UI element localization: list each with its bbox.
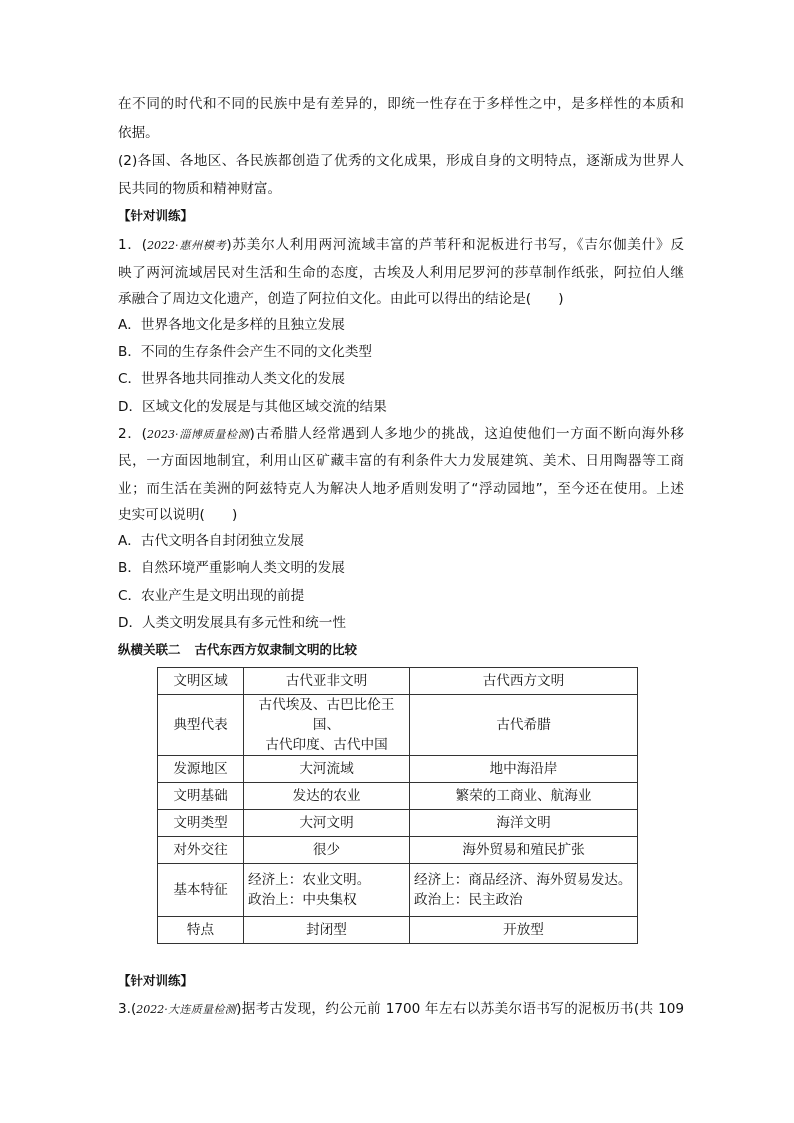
table-cell-line: 海洋文明	[496, 815, 551, 831]
table-cell-line: 政治上：中央集权	[248, 892, 357, 908]
table-cell-line: 繁荣的工商业、航海业	[455, 788, 592, 804]
q3-number: 3.(	[118, 1001, 137, 1017]
table-cell-line: 政治上：民主政治	[414, 892, 523, 908]
table-cell-asia	[244, 695, 410, 756]
table-row	[158, 783, 638, 810]
table-row-label: 文明基础	[158, 783, 244, 810]
table-cell-line: 古代埃及、古巴比伦王国、	[258, 697, 395, 733]
q1-line-1	[118, 236, 684, 255]
q1-text: )苏美尔人利用两河流域丰富的芦苇秆和泥板进行书写，《吉尔伽美什》反	[226, 237, 684, 253]
table-header-cell: 古代亚非文明	[244, 668, 410, 695]
intro-line-1: 在不同的时代和不同的民族中是有差异的，即统一性存在于多样性之中，是多样性的本质和	[118, 96, 684, 112]
table-cell-line: 古代印度、古代中国	[265, 737, 388, 753]
q1-line-2: 映了两河流域居民对生活和生命的态度，古埃及人利用尼罗河的莎草制作纸张，阿拉伯人继	[118, 265, 684, 281]
q1-option-d: D．区域文化的发展是与其他区域交流的结果	[118, 399, 387, 415]
q3-text: )据考古发现，约公元前 1700 年左右以苏美尔语书写的泥板历书(共 109	[236, 1001, 685, 1017]
table-cell-line: 海外贸易和殖民扩张	[462, 842, 585, 858]
q2-source-year: 2023·	[146, 428, 179, 441]
q1-option-c: C．世界各地共同推动人类文化的发展	[118, 371, 345, 387]
table-row-label: 特点	[158, 917, 244, 944]
table-row	[158, 695, 638, 756]
comparison-table	[157, 667, 638, 944]
table-cell-line: 很少	[312, 842, 341, 858]
table-cell-west	[410, 756, 638, 783]
table-cell-west	[410, 864, 638, 917]
table-row	[158, 810, 638, 837]
q1-source-name: 惠州模考	[178, 239, 227, 252]
q1-option-a: A．世界各地文化是多样的且独立发展	[118, 317, 345, 333]
q2-option-b: B．自然环境严重影响人类文明的发展	[118, 560, 345, 576]
training-heading-2: 【针对训练】	[118, 973, 194, 988]
table-row-label: 文明类型	[158, 810, 244, 837]
table-row-label: 对外交往	[158, 837, 244, 864]
table-cell-line: 大河文明	[299, 815, 354, 831]
q2-line-1	[118, 425, 684, 444]
table-cell-west	[410, 837, 638, 864]
table-row	[158, 917, 638, 944]
q3-source-name: 大连质量检测	[167, 1003, 237, 1016]
table-cell-asia	[244, 917, 410, 944]
table-row-label: 典型代表	[158, 695, 244, 756]
table-cell-asia	[244, 783, 410, 810]
table-cell-line: 发达的农业	[292, 788, 361, 804]
table-row	[158, 837, 638, 864]
table-cell-line: 封闭型	[306, 922, 347, 938]
intro-line-3: (2)各国、各地区、各民族都创造了优秀的文化成果，形成自身的文明特点，逐渐成为世界人	[118, 153, 684, 169]
q2-option-a: A．古代文明各自封闭独立发展	[118, 533, 305, 549]
q2-line-3: 业；而生活在美洲的阿兹特克人为解决人地矛盾则发明了“浮动园地”，至今还在使用。上述	[118, 481, 684, 497]
q2-number: 2．(	[118, 426, 147, 442]
section-2-heading: 古代东西方奴隶制文明的比较	[194, 642, 358, 657]
table-cell-line: 地中海沿岸	[489, 761, 558, 777]
q2-line-4: 史实可以说明( )	[118, 507, 238, 523]
table-cell-west	[410, 810, 638, 837]
table-header-cell: 古代西方文明	[410, 668, 638, 695]
table-header-row	[158, 668, 638, 695]
table-cell-line: 经济上：商品经济、海外贸易发达。	[414, 872, 632, 888]
q3-line-1	[118, 1000, 684, 1019]
q3-source-year: 2022·	[136, 1003, 168, 1016]
table-cell-west	[410, 917, 638, 944]
q2-option-d: D．人类文明发展具有多元性和统一性	[118, 615, 346, 631]
q1-line-3: 承融合了周边文化遗产，创造了阿拉伯文化。由此可以得出的结论是( )	[118, 291, 564, 307]
table-cell-asia	[244, 837, 410, 864]
table-row	[158, 756, 638, 783]
q2-source	[147, 428, 250, 441]
q2-line-2: 民，一方面因地制宜，利用山区矿藏丰富的有利条件大力发展建筑、美术、日用陶器等工商	[118, 453, 684, 469]
intro-line-4: 民共同的物质和精神财富。	[118, 181, 282, 197]
q2-source-name: 淄博质量检测	[178, 428, 250, 441]
q2-text: )古希腊人经常遇到人多地少的挑战，这迫使他们一方面不断向海外移	[249, 426, 685, 442]
intro-line-2: 依据。	[118, 125, 159, 141]
q2-option-c: C．农业产生是文明出现的前提	[118, 588, 305, 604]
q3-source	[136, 1003, 236, 1016]
table-cell-line: 大河流域	[299, 761, 354, 777]
table-cell-asia	[244, 810, 410, 837]
table-cell-line: 开放型	[503, 922, 544, 938]
section-2-label: 纵横关联二	[118, 642, 181, 657]
table-row	[158, 864, 638, 917]
table-header-cell: 文明区域	[158, 668, 244, 695]
training-heading-1: 【针对训练】	[118, 208, 194, 223]
q1-source-year: 2022·	[147, 239, 179, 252]
q1-source	[147, 239, 226, 252]
q1-option-b: B．不同的生存条件会产生不同的文化类型	[118, 344, 373, 360]
table-cell-west	[410, 695, 638, 756]
q1-number: 1．(	[118, 237, 148, 253]
table-row-label: 基本特征	[158, 864, 244, 917]
table-cell-asia	[244, 864, 410, 917]
table-cell-line: 经济上：农业文明。	[248, 872, 371, 888]
table-cell-west	[410, 783, 638, 810]
section-2-title	[118, 641, 684, 659]
table-cell-asia	[244, 756, 410, 783]
table-cell-line: 古代希腊	[496, 717, 551, 733]
table-row-label: 发源地区	[158, 756, 244, 783]
